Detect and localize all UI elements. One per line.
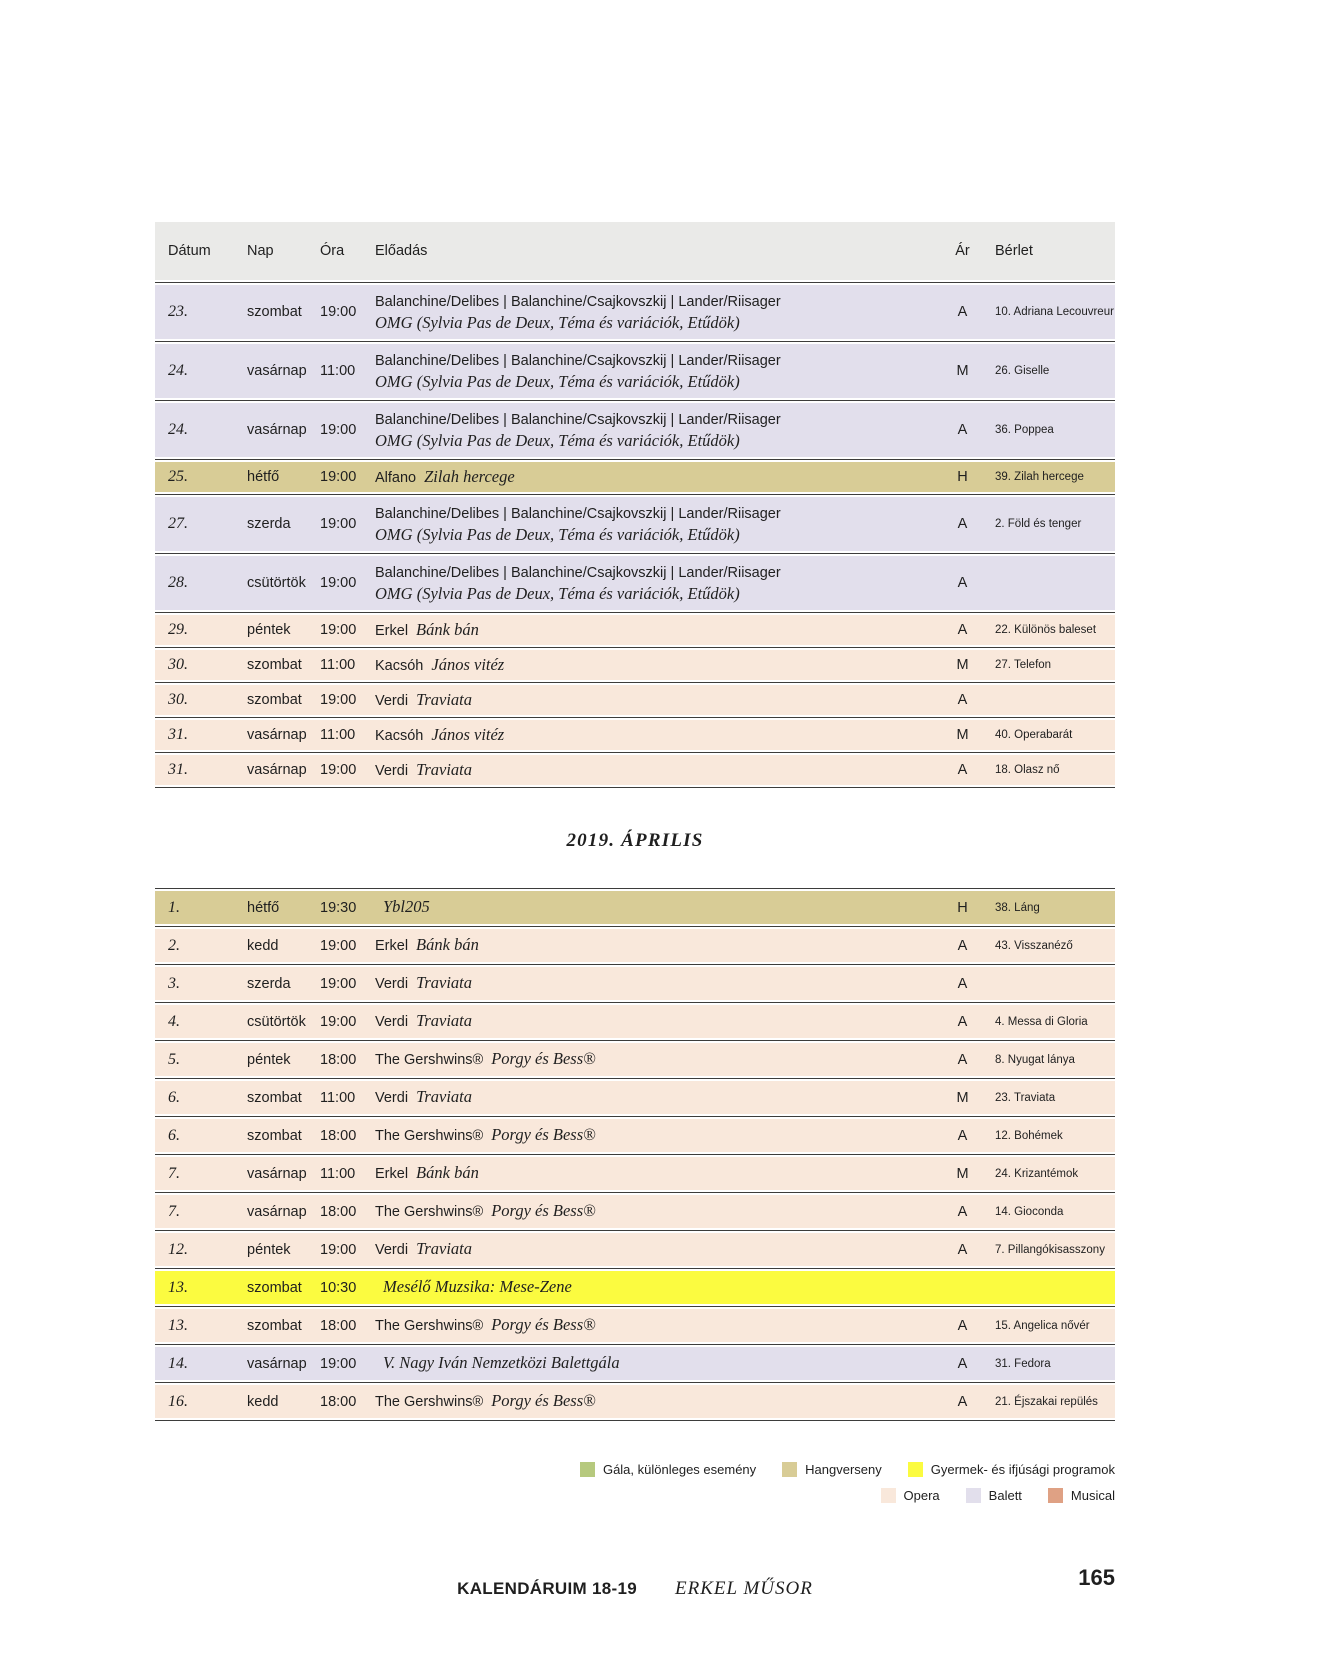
color-swatch-hangverseny [782,1462,797,1477]
time-cell: 19:00 [320,1355,357,1372]
program-cell: Balanchine/Delibes | Balanchine/Csajkovszkij | Lander/Riisager OMG (Sylvia Pas de Deux, Téma és variációk, Etűdök) [375,564,781,603]
program-cell: Balanchine/Delibes | Balanchine/Csajkovszkij | Lander/Riisager OMG (Sylvia Pas de Deux, Téma és variációk, Etűdök) [375,352,781,391]
program-cell: Verdi Traviata [375,1011,472,1030]
schedule-row [155,285,1115,339]
row-divider [155,1230,1115,1231]
schedule-row [155,891,1115,924]
day-cell: kedd [247,1393,279,1410]
day-cell: péntek [247,1051,291,1068]
schedule-row [155,720,1115,750]
legend-item-hangverseny [782,1462,882,1477]
schedule-row [155,556,1115,610]
date-cell: 4. [168,1012,180,1030]
time-cell: 18:00 [320,1203,357,1220]
schedule-row [155,1233,1115,1266]
column-header-time: Óra [320,243,345,259]
schedule-row [155,1309,1115,1342]
day-cell: szerda [247,975,291,992]
day-cell: vasárnap [247,1165,307,1182]
price-cell: A [957,1051,968,1068]
time-cell: 19:00 [320,975,357,992]
row-divider [155,717,1115,718]
time-cell: 10:30 [320,1279,357,1296]
program-cell: Alfano Zilah hercege [375,466,515,486]
date-cell: 30. [168,656,188,673]
time-cell: 18:00 [320,1127,357,1144]
pass-cell: 4. Messa di Gloria [995,1015,1088,1028]
row-divider [155,1002,1115,1003]
schedule-row [155,497,1115,551]
legend-label: Gála, különleges esemény [602,1462,757,1477]
schedule-row [155,929,1115,962]
legend-item-gala [580,1462,756,1477]
time-cell: 18:00 [320,1051,357,1068]
row-divider [155,553,1115,554]
row-divider [155,1306,1115,1307]
legend-item-opera [881,1488,940,1503]
date-cell: 6. [168,1088,180,1106]
time-cell: 19:00 [320,1013,357,1030]
date-cell: 7. [168,1164,180,1182]
day-cell: szombat [247,1089,302,1106]
time-cell: 19:00 [320,1241,357,1258]
price-cell: A [957,937,968,954]
row-divider [155,494,1115,495]
table-section-march [155,285,1115,788]
time-cell: 18:00 [320,1393,357,1410]
program-cell: Kacsóh János vitéz [375,654,505,674]
day-cell: kedd [247,937,279,954]
date-cell: 31. [168,761,188,778]
price-cell: A [957,762,968,778]
pass-cell: 38. Láng [995,901,1040,914]
color-swatch-gyermek [908,1462,923,1477]
schedule-row [155,1043,1115,1076]
row-divider [155,341,1115,342]
date-cell: 13. [168,1278,188,1296]
schedule-row [155,1347,1115,1380]
legend-item-balett [966,1488,1022,1503]
pass-cell: 27. Telefon [995,659,1052,671]
pass-cell: 36. Poppea [995,424,1054,436]
row-divider [155,1382,1115,1383]
time-cell: 11:00 [320,1089,356,1106]
table-header-row [155,222,1115,280]
program-cell: Balanchine/Delibes | Balanchine/Csajkovszkij | Lander/Riisager OMG (Sylvia Pas de Deux, Téma és variációk, Etűdök) [375,505,781,544]
program-cell: Kacsóh János vitéz [375,724,505,744]
row-divider [155,459,1115,460]
program-cell: Verdi Traviata [375,1239,472,1258]
row-divider [155,612,1115,613]
legend-row [580,1462,1115,1477]
legend-label: Hangverseny [805,1462,882,1477]
column-header-program: Előadás [375,242,428,259]
program-cell: The Gershwins® Porgy és Bess® [375,1049,596,1068]
price-cell: A [957,1241,968,1258]
program-cell: Mesélő Muzsika: Mese-Zene [383,1277,572,1296]
section-title: 2019. ÁPRILIS [566,830,704,851]
time-cell: 18:00 [320,1317,357,1334]
schedule-row [155,462,1115,492]
day-cell: csütörtök [247,575,306,591]
day-cell: vasárnap [247,762,307,778]
price-cell: M [956,363,969,379]
program-cell: Ybl205 [383,897,430,916]
program-cell: Verdi Traviata [375,689,472,709]
day-cell: vasárnap [247,1355,307,1372]
table-body [155,285,1115,1421]
price-cell: M [956,1089,969,1106]
date-cell: 31. [168,726,188,743]
pass-cell: 12. Bohémek [995,1129,1063,1142]
day-cell: szerda [247,516,291,532]
date-cell: 28. [168,574,188,591]
day-cell: vasárnap [247,422,307,438]
price-cell: A [957,1013,968,1030]
pass-cell: 2. Föld és tenger [995,518,1082,530]
color-swatch-opera [881,1488,896,1503]
row-divider [155,752,1115,753]
date-cell: 3. [168,974,180,992]
time-cell: 19:00 [320,469,357,485]
legend-label: Musical [1070,1488,1115,1503]
price-cell: A [957,516,968,532]
pass-cell: 26. Giselle [995,365,1050,377]
pass-cell: 31. Fedora [995,1357,1051,1370]
day-cell: vasárnap [247,1203,307,1220]
row-divider [155,682,1115,683]
schedule-row [155,1385,1115,1418]
date-cell: 16. [168,1392,188,1410]
day-cell: hétfő [247,469,280,485]
price-cell: M [956,1165,969,1182]
pass-cell: 43. Visszanéző [995,939,1073,952]
program-cell: The Gershwins® Porgy és Bess® [375,1125,596,1144]
program-cell: Verdi Traviata [375,1087,472,1106]
time-cell: 19:00 [320,622,357,638]
row-divider [155,282,1115,283]
schedule-row [155,1195,1115,1228]
date-cell: 23. [168,303,188,320]
price-cell: M [956,727,969,743]
legend-label: Gyermek- és ifjúsági programok [930,1462,1115,1477]
program-cell: Balanchine/Delibes | Balanchine/Csajkovszkij | Lander/Riisager OMG (Sylvia Pas de Deux, Téma és variációk, Etűdök) [375,293,781,332]
legend-label: Balett [988,1488,1022,1503]
program-cell: Erkel Bánk bán [375,1163,479,1182]
footer-series-title: KALENDÁRUIM 18-19 [457,1579,637,1598]
column-header-pass: Bérlet [995,243,1033,259]
price-cell: A [957,975,968,992]
pass-cell: 14. Gioconda [995,1205,1064,1218]
price-cell: A [957,622,968,638]
row-divider [155,1116,1115,1117]
date-cell: 5. [168,1050,180,1068]
pass-cell: 15. Angelica nővér [995,1319,1090,1332]
price-cell: A [957,1355,968,1372]
column-header-day: Nap [247,243,274,259]
date-cell: 24. [168,421,188,438]
price-cell: A [957,304,968,320]
time-cell: 11:00 [320,727,356,743]
row-divider [155,888,1115,889]
page-number: 165 [1078,1565,1115,1590]
date-cell: 14. [168,1354,188,1372]
program-cell: The Gershwins® Porgy és Bess® [375,1201,596,1220]
table-section-april [155,891,1115,1421]
day-cell: vasárnap [247,727,307,743]
date-cell: 1. [168,898,180,916]
price-cell: A [957,575,968,591]
price-cell: A [957,1127,968,1144]
program-cell: Erkel Bánk bán [375,619,479,639]
time-cell: 11:00 [320,1165,356,1182]
time-cell: 11:00 [320,363,356,379]
pass-cell: 21. Éjszakai repülés [995,1395,1098,1408]
time-cell: 19:00 [320,575,357,591]
schedule-row [155,650,1115,680]
program-cell: Verdi Traviata [375,973,472,992]
time-cell: 19:00 [320,937,357,954]
day-cell: szombat [247,1127,302,1144]
pass-cell: 39. Zilah hercege [995,471,1084,483]
legend-item-musical [1048,1488,1115,1503]
schedule-table [155,222,1115,1423]
schedule-row [155,967,1115,1000]
price-cell: A [957,1317,968,1334]
legend-row [881,1488,1115,1503]
column-header-date: Dátum [168,243,211,259]
time-cell: 19:30 [320,899,357,916]
date-cell: 25. [168,468,188,485]
price-cell: A [957,692,968,708]
legend-label: Opera [903,1488,940,1503]
row-divider [155,1154,1115,1155]
schedule-row [155,1271,1115,1304]
program-cell: V. Nagy Iván Nemzetközi Balettgála [383,1353,620,1372]
pass-cell: 24. Krizantémok [995,1167,1079,1180]
date-cell: 13. [168,1316,188,1334]
price-cell: M [956,657,969,673]
time-cell: 11:00 [320,657,356,673]
row-divider [155,1040,1115,1041]
date-cell: 27. [168,515,188,532]
footer-program-title: ERKEL MŰSOR [675,1578,813,1599]
date-cell: 6. [168,1126,180,1144]
time-cell: 19:00 [320,692,357,708]
row-divider [155,1344,1115,1345]
schedule-row [155,1005,1115,1038]
color-swatch-gala [580,1462,595,1477]
row-divider [155,787,1115,788]
price-cell: H [957,469,968,485]
pass-cell: 10. Adriana Lecouvreur [995,306,1114,318]
time-cell: 19:00 [320,304,357,320]
time-cell: 19:00 [320,422,357,438]
color-swatch-balett [966,1488,981,1503]
schedule-row [155,685,1115,715]
date-cell: 24. [168,362,188,379]
row-divider [155,926,1115,927]
price-cell: A [957,1393,968,1410]
program-cell: The Gershwins® Porgy és Bess® [375,1391,596,1410]
row-divider [155,964,1115,965]
day-cell: vasárnap [247,363,307,379]
row-divider [155,1078,1115,1079]
schedule-row [155,615,1115,645]
color-swatch-musical [1048,1488,1063,1503]
pass-cell: 7. Pillangókisasszony [995,1243,1105,1256]
schedule-row [155,403,1115,457]
row-divider [155,1192,1115,1193]
price-cell: A [957,1203,968,1220]
day-cell: szombat [247,657,302,673]
row-divider [155,400,1115,401]
date-cell: 7. [168,1202,180,1220]
date-cell: 29. [168,621,188,638]
schedule-row [155,1157,1115,1190]
day-cell: csütörtök [247,1013,306,1030]
pass-cell: 8. Nyugat lánya [995,1053,1075,1066]
legend-item-gyermek [908,1462,1115,1477]
program-cell: Verdi Traviata [375,759,472,779]
row-divider [155,1268,1115,1269]
schedule-row [155,1081,1115,1114]
day-cell: szombat [247,1317,302,1334]
date-cell: 12. [168,1240,188,1258]
day-cell: péntek [247,1241,291,1258]
row-divider [155,647,1115,648]
program-cell: Balanchine/Delibes | Balanchine/Csajkovszkij | Lander/Riisager OMG (Sylvia Pas de Deux, Téma és variációk, Etűdök) [375,411,781,450]
schedule-row [155,755,1115,785]
legend [580,1462,1115,1503]
day-cell: hétfő [247,899,280,916]
day-cell: péntek [247,622,291,638]
schedule-row [155,344,1115,398]
program-cell: The Gershwins® Porgy és Bess® [375,1315,596,1334]
pass-cell: 22. Különös baleset [995,624,1097,636]
date-cell: 30. [168,691,188,708]
row-divider [155,1420,1115,1421]
day-cell: szombat [247,1279,302,1296]
price-cell: A [957,422,968,438]
pass-cell: 23. Traviata [995,1091,1056,1104]
program-cell: Erkel Bánk bán [375,935,479,954]
column-header-price: Ár [955,243,970,259]
schedule-row [155,1119,1115,1152]
pass-cell: 40. Operabarát [995,729,1073,741]
time-cell: 19:00 [320,516,357,532]
pass-cell: 18. Olasz nő [995,764,1060,776]
price-cell: H [957,899,968,916]
time-cell: 19:00 [320,762,357,778]
day-cell: szombat [247,304,302,320]
day-cell: szombat [247,692,302,708]
date-cell: 2. [168,936,180,954]
